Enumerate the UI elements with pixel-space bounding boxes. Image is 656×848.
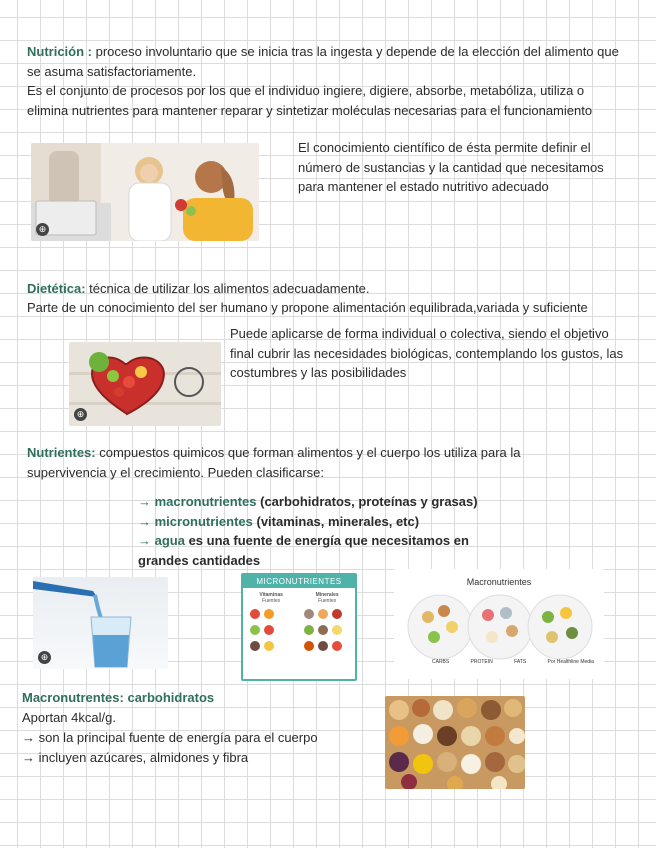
food-icons-grid <box>243 604 351 666</box>
nutricion-def: proceso involuntario que se inicia tras la ingesta y depende de la elección del alimento que se asuma satisfactoriamente. <box>27 44 619 79</box>
carbohidratos-line-1: Aportan 4kcal/g. <box>22 710 116 725</box>
zoom-icon[interactable]: ⊕ <box>36 223 49 236</box>
macronutrientes-infographic: Macronutrientes CARBS PROTEIN FATS Por Healthline Media <box>394 569 604 679</box>
minerales-label: Minerales <box>315 592 339 598</box>
dietetica-term: Dietética: <box>27 281 86 296</box>
nutricion-term: Nutrición : <box>27 44 92 59</box>
carbs-foods-photo <box>385 696 525 789</box>
nutrientes-definition <box>27 443 587 482</box>
nutrientes-term: Nutrientes: <box>27 445 96 460</box>
list-item: → micronutrientes (vitaminas, minerales, etc) <box>138 513 420 529</box>
dietetica-side-note: Puede aplicarse de forma individual o colectiva, siendo el objetivo final cubrir las necesidades biológicas, contemplando los gustos, las costumbres y las posibilidades <box>230 326 624 380</box>
dietetica-definition <box>27 279 627 299</box>
list-item: → macronutrientes (carbohidratos, proteínas y grasas) <box>138 494 478 509</box>
list-item: → agua es una fuente de energía que necesitamos en grandes cantidades <box>138 533 469 568</box>
dietetica-def: técnica de utilizar los alimentos adecuadamente. <box>85 281 370 296</box>
micronutrientes-title: MICRONUTRIENTES <box>243 575 355 588</box>
nutricion-definition <box>27 42 627 81</box>
carbohidratos-line-2: → son la principal fuente de energía para el cuerpo <box>22 730 318 745</box>
vitaminas-label: Vitaminas <box>259 592 283 598</box>
micronutrientes-infographic: MICRONUTRIENTES Vitaminas Fuentes Minerales Fuentes <box>241 573 357 681</box>
nutricion-paragraph: Es el conjunto de procesos por los que el individuo ingiere, digiere, absorbe, metabóliza, utiliza o elimina nutrientes para mantener reparar y sintetizar moléculas necesarias para el funcionamiento <box>27 83 593 118</box>
zoom-icon[interactable]: ⊕ <box>38 651 51 664</box>
macronutrientes-title: Macronutrientes <box>466 577 532 587</box>
heart-bowl-photo <box>69 342 221 426</box>
dietetica-paragraph: Parte de un conocimiento del ser humano y propone alimentación equilibrada,variada y suficiente <box>27 300 588 315</box>
macro-plates <box>394 587 604 665</box>
nutrientes-def: compuestos quimicos que forman alimentos y el cuerpo los utiliza para la supervivencia y el crecimiento. Pueden clasificarse: <box>27 445 521 480</box>
zoom-icon[interactable]: ⊕ <box>74 408 87 421</box>
macronutrientes-heading: Macronutrentes: carbohidratos <box>22 690 215 705</box>
carbohidratos-line-3: → incluyen azúcares, almidones y fibra <box>22 750 249 765</box>
nutritionist-photo <box>31 143 259 241</box>
water-glass-photo <box>33 577 168 669</box>
nutricion-side-note: El conocimiento científico de ésta permite definir el número de sustancias y la cantidad que necesitamos para mantener el estado nutritivo adecuado <box>298 140 604 194</box>
nutrientes-list <box>138 492 518 570</box>
